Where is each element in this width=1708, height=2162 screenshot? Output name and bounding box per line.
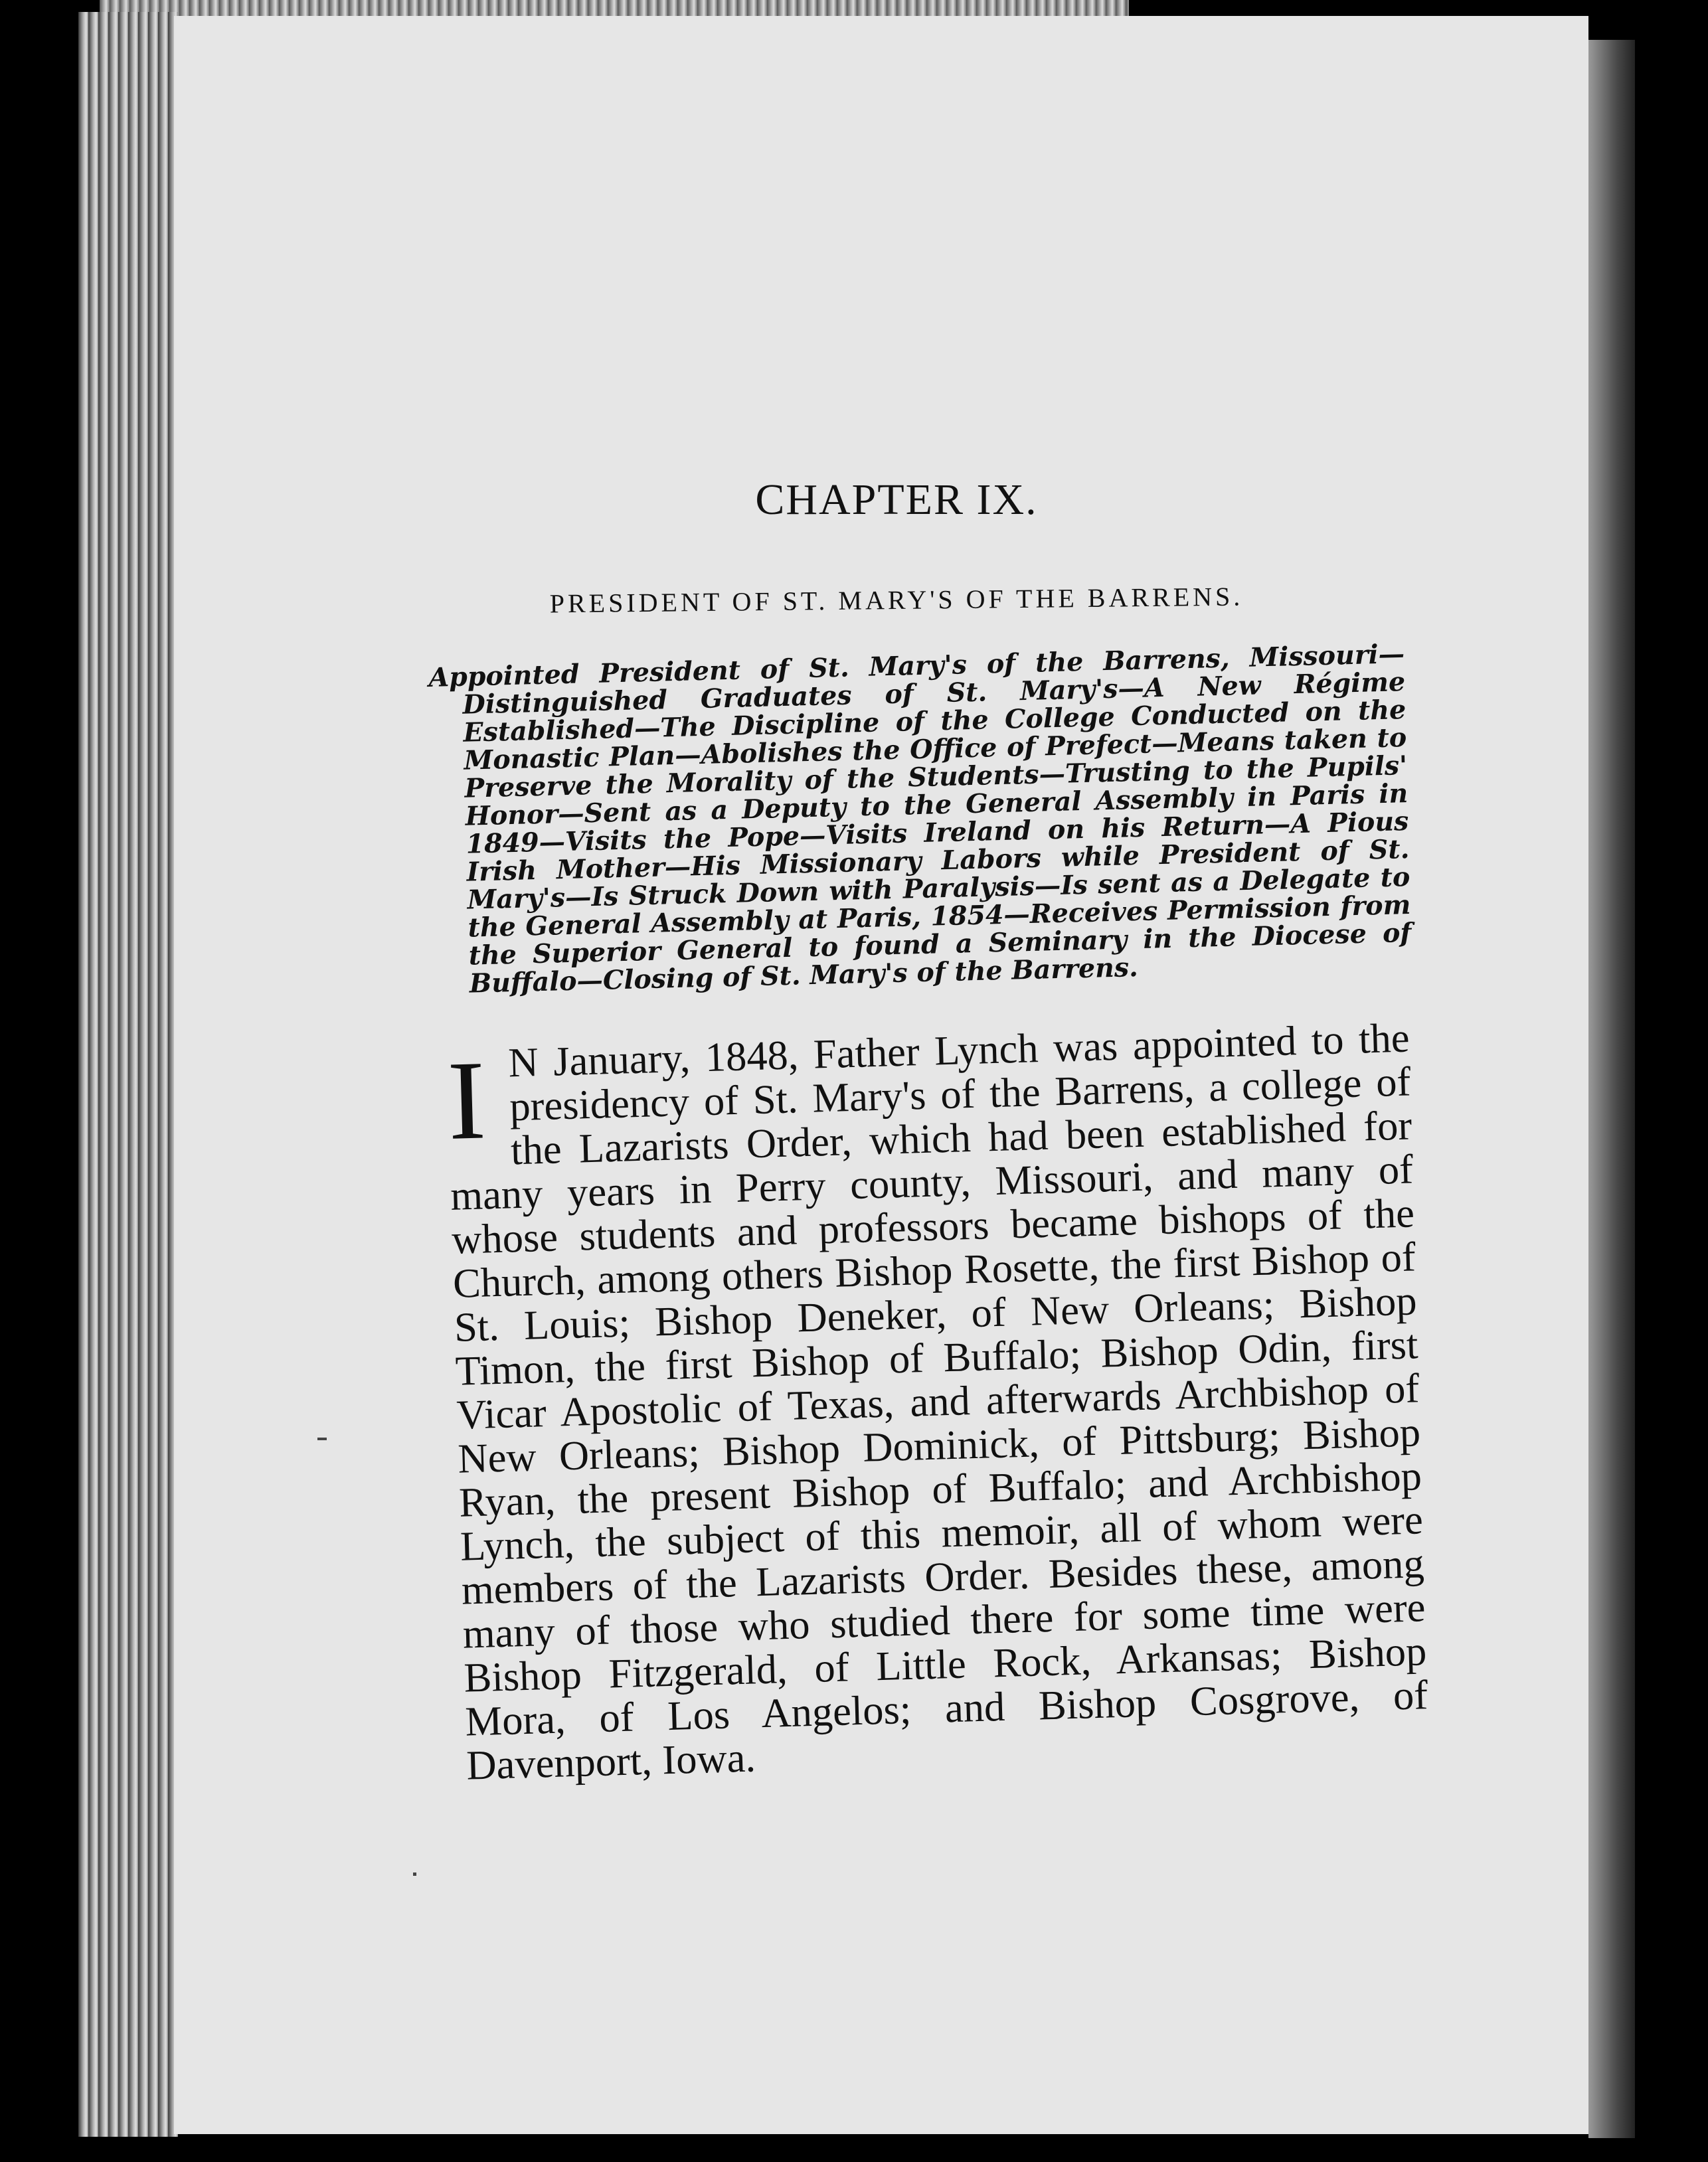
body-paragraph-text: N January, 1848, Father Lynch was appointed to the presidency of St. Mary's of the Barrens, a college of the Lazarists Order, which had been established for many years in Perry county, Missouri, and many of whose students and professors became bishops of the Church, among others Bishop Rosette, the first Bishop of St. Louis; Bishop Deneker, of New Orleans; Bishop Timon, the first Bishop of Buffalo; Bishop Odin, first Vicar Apostolic of Texas, and afterwards Archbishop of New Orleans; Bishop Dominick, of Pittsburg; Bishop Ryan, the present Bishop of Buffalo; and Archbishop Lynch, the subject of this memoir, all of whom were members of the Lazarists Order. Besides these, among many of those who studied there for some time were Bishop Fitzgerald, of Little Rock, Arkansas; Bishop Mora, of Los Angelos; and Bishop Cosgrove, of Davenport, Iowa. bbox=[450, 1014, 1428, 1789]
ink-speck bbox=[413, 1872, 416, 1876]
body-paragraph bbox=[446, 1016, 1430, 1788]
book-right-shadow bbox=[1588, 40, 1635, 2138]
synopsis-text: Appointed President of St. Mary's of the Barrens, Missouri—Distinguished Graduates of St. Mary's—A New Régime Established—The Discipline of the College Conducted on the Monastic Plan—Abolishes the Office of Prefect—Means taken to Preserve the Morality of the Students—Trusting to the Pupils' Honor—Sent as a Deputy to the General Assembly in Paris in 1849—Visits the Pope—Visits Ireland on his Return—A Pious Irish Mother—His Missionary Labors while President of St. Mary's—Is Struck Down with Paralysis—Is sent as a Delegate to the General Assembly at Paris, 1854—Receives Permission from the Superior General to found a Seminary in the Diocese of Buffalo—Closing of St. Mary's of the Barrens. bbox=[428, 639, 1412, 999]
book-top-edge bbox=[100, 0, 1129, 16]
chapter-heading: CHAPTER IX. bbox=[755, 475, 1038, 524]
drop-cap: I bbox=[446, 1037, 487, 1163]
chapter-subtitle: PRESIDENT OF ST. MARY'S OF THE BARRENS. bbox=[549, 581, 1244, 619]
book-page-stack bbox=[78, 12, 178, 2137]
ink-speck bbox=[317, 1438, 327, 1440]
chapter-synopsis bbox=[428, 640, 1412, 999]
